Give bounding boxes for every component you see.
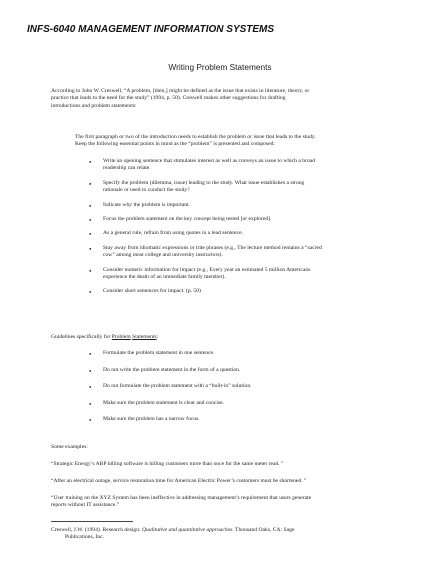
example-quote: [51, 495, 411, 510]
example-line: “After an electrical outage, service restoration time for American Electric Power’s customers must be shortened. ”: [51, 478, 307, 484]
reference-publisher: Publications, Inc.: [65, 534, 104, 541]
list-item: [75, 180, 415, 195]
guidelines-suffix: :: [156, 334, 159, 340]
example-line: reports without IT assistance.”: [51, 502, 120, 509]
guidelines-word-problem: Problem: [111, 334, 131, 340]
example-line: “Strategic Energy’s ABP billing software is billing customers more than once for the same meter read. ”: [51, 461, 284, 467]
list-item: [75, 245, 415, 260]
reference-book-title: Qualitative and quantitative approaches.: [141, 527, 234, 533]
list-item-line: ● Consider numeric information for impact (e.g., Every year an estimated 5 million Americans: [103, 266, 311, 273]
example-quote: [51, 461, 411, 468]
reference-line: [51, 527, 401, 534]
intro-line: practice that leads to the need for the study” (1994, p. 50). Creswell makes other suggestions for drafting: [51, 95, 286, 102]
examples-label: Some examples:: [51, 444, 88, 450]
list-item-line: readership can relate.: [103, 165, 151, 172]
list-item: ● Make sure the problem has a narrow focus.: [75, 416, 415, 423]
intro-paragraph: [51, 88, 411, 110]
course-header: INFS-6040 MANAGEMENT INFORMATION SYSTEMS: [27, 24, 275, 35]
list-item: ● Do not write the problem statement in the form of a question.: [75, 367, 415, 374]
footnote-divider: [51, 521, 133, 522]
list-item-line: ● As a general rule, refrain from using quotes in a lead sentence.: [103, 230, 243, 237]
list-item: ● Do not formulate the problem statement with a “built-in” solution.: [75, 383, 415, 390]
list-item-line: cow” among most college and university instructors).: [103, 252, 223, 259]
list-item: ● Make sure the problem statement is clear and concise.: [75, 400, 415, 407]
list-item: ● Formulate the problem statement in one sentence.: [75, 350, 415, 357]
list-item: [75, 288, 415, 295]
list-item-line: rationale or need to conduct the study?: [103, 187, 190, 194]
list-item: [75, 202, 415, 209]
list-item: [75, 158, 415, 173]
paragraph-line: The first paragraph or two of the introduction needs to establish the problem or issue that leads to the study.: [75, 134, 316, 140]
document-title: Writing Problem Statements: [168, 62, 272, 72]
list-item-line: ● Specify the problem (dilemma, issue) leading to the study. What issue establishes a strong: [103, 179, 305, 186]
paragraph-line: Keep the following essential points in mind as the “problem” is presented and composed:: [75, 141, 275, 148]
guidelines-list: [75, 350, 415, 424]
reference-citation: [51, 527, 401, 542]
reference-author: Creswell, J.W. (1994). Research design:: [51, 527, 142, 533]
list-item-line: ● Indicate why the problem is important.: [103, 201, 190, 208]
example-quote: [51, 478, 411, 485]
essential-points-paragraph: [75, 134, 415, 149]
example-line: “User training on the XYZ System has been ineffective in addressing management’s requirement that users generate: [51, 495, 312, 501]
essential-points-list: [75, 158, 415, 296]
intro-line: According to John W. Creswell, “A problem, [then,] might be defined as the issue that exists in literature, theory, or: [51, 88, 310, 94]
list-item: [75, 216, 415, 223]
reference-publisher-location: Thousand Oaks, CA: Sage: [233, 527, 295, 533]
list-item-line: ● Stay away from idiomatic expressions or trite phrases (e.g., The lecture method remains a “sacred: [103, 244, 322, 251]
intro-line: introductions and problem statements:: [51, 102, 137, 109]
list-item-line: ● Focus the problem statement on the key concept being tested [or explored].: [103, 216, 272, 223]
list-item: [75, 230, 415, 237]
guidelines-word-statements: Statements: [132, 334, 157, 340]
guidelines-heading: [51, 334, 391, 341]
list-item-line: ● Write an opening sentence that stimulates interest as well as conveys an issue to which a broad: [103, 158, 315, 164]
list-item-line: ● Consider short sentences for impact. (p. 50): [103, 288, 201, 295]
guidelines-prefix: Guidelines specifically for: [51, 334, 112, 340]
list-item: [75, 267, 415, 282]
list-item-line: experience the death of an immediate family member).: [103, 274, 226, 281]
